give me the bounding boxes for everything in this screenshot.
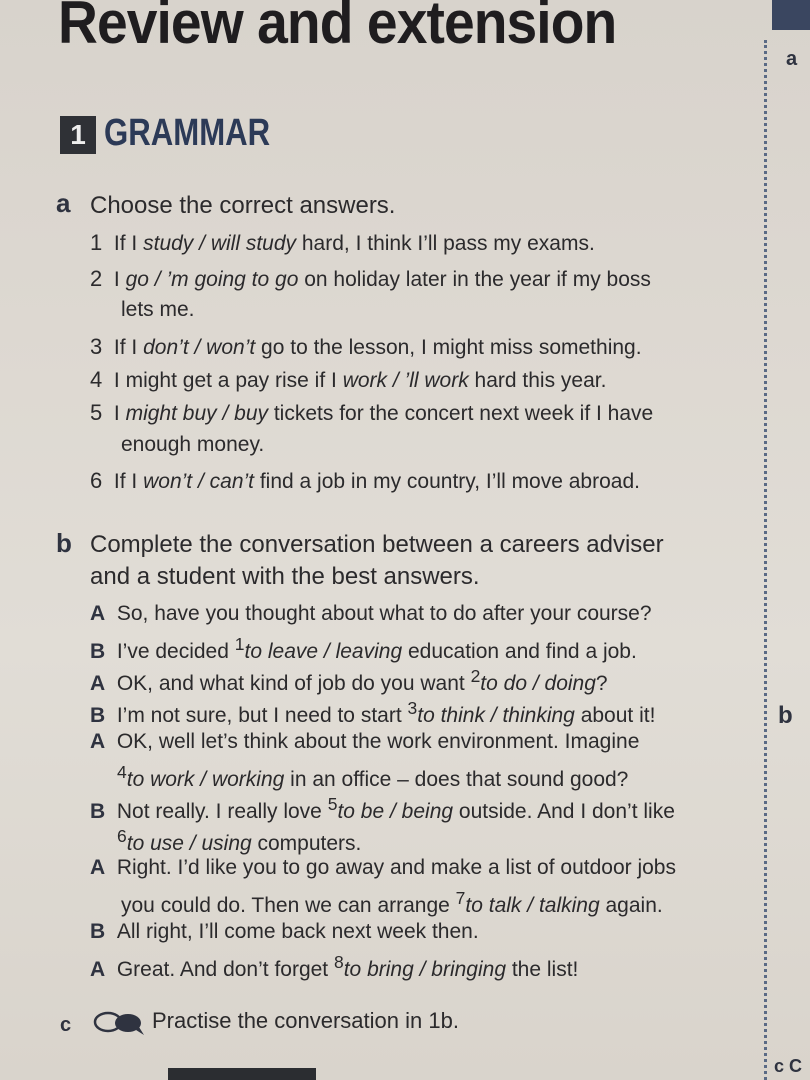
sidebar-panel-top (772, 0, 810, 30)
option: to think (417, 704, 485, 727)
option: being (401, 800, 454, 823)
question-2: 2 I go / ’m going to go on holiday later in the year if my boss (90, 266, 651, 291)
option: can’t (209, 470, 255, 493)
speaker-label: B (90, 640, 106, 663)
question-number: 3 (90, 334, 103, 359)
option: thinking (502, 704, 575, 727)
dialogue-line-8: B All right, I’ll come back next week then. (90, 920, 479, 943)
option: study (143, 232, 194, 255)
page-title: Review and extension (58, 0, 617, 56)
option: won’t (143, 470, 193, 493)
option: will study (210, 232, 297, 255)
gap-number: 2 (470, 666, 481, 686)
dialogue-line-4: B I’m not sure, but I need to start $^3$to think / thinking about it! (90, 698, 656, 727)
speaker-label: B (90, 800, 106, 823)
gap-number: 3 (407, 698, 418, 718)
option: buy (234, 402, 269, 425)
gap-number: 5 (327, 794, 338, 814)
question-number: 2 (90, 266, 103, 291)
question-number: 5 (90, 400, 103, 425)
sidebar-label-a: a (786, 48, 798, 70)
gap-number: 8 (333, 952, 344, 972)
exercise-c-letter: c (60, 1014, 72, 1036)
question-3: 3 If I don’t / won’t go to the lesson, I might miss something. (90, 334, 642, 359)
speaker-label: A (90, 672, 106, 695)
dialogue-line-9: A Great. And don’t forget $^8$to bring / bringing the list! (90, 952, 579, 981)
gap-number: 1 (234, 634, 245, 654)
option: to be (337, 800, 385, 823)
speaker-label: A (90, 958, 106, 981)
option: talking (538, 894, 600, 917)
next-section-heading-fragment (168, 1068, 316, 1080)
dialogue-line-1: A So, have you thought about what to do after your course? (90, 602, 652, 625)
dialogue-line-5-cont: $^4$to work / working in an office – does that sound good? (117, 762, 629, 791)
section-title: GRAMMAR (104, 112, 271, 154)
gap-number: 7 (455, 888, 466, 908)
option: to leave (244, 640, 319, 663)
question-1: 1 If I study / will study hard, I think I’ll pass my exams. (90, 230, 595, 255)
speech-bubbles-icon (92, 1008, 148, 1036)
question-5: 5 I might buy / buy tickets for the concert next week if I have (90, 400, 654, 425)
gap-number: 6 (117, 826, 127, 846)
speaker-label: A (90, 730, 106, 753)
question-5-line2: enough money. (121, 433, 265, 456)
option: won’t (206, 336, 256, 359)
speaker-label: A (90, 856, 106, 879)
exercise-b-instruction-line1: Complete the conversation between a careers adviser (90, 531, 664, 558)
option: ’ll work (404, 369, 469, 392)
sidebar-label-c: c C (774, 1056, 803, 1076)
option: might buy (125, 402, 217, 425)
section-number-badge: 1 (60, 116, 96, 154)
exercise-a-instruction: Choose the correct answers. (90, 192, 396, 219)
sidebar-label-b: b (778, 702, 793, 729)
exercise-b-letter: b (56, 528, 72, 558)
option: to use (126, 832, 184, 855)
dialogue-line-6: B Not really. I really love $^5$to be / being outside. And I don’t like (90, 794, 675, 823)
option: ’m going to go (166, 268, 299, 291)
speaker-label: B (90, 704, 106, 727)
exercise-b-instruction-line2: and a student with the best answers. (90, 563, 480, 590)
exercise-a-letter: a (56, 188, 71, 218)
question-number: 6 (90, 468, 103, 493)
dotted-divider (764, 40, 767, 1080)
option: to talk (465, 894, 522, 917)
dialogue-line-6-cont: $^6$to use / using computers. (117, 826, 362, 855)
dialogue-line-5: A OK, well let’s think about the work environment. Imagine (90, 730, 640, 753)
option: using (201, 832, 252, 855)
option: leaving (335, 640, 403, 663)
question-4: 4 I might get a pay rise if I work / ’ll work hard this year. (90, 367, 607, 392)
speaker-label: B (90, 920, 106, 943)
question-number: 4 (90, 367, 103, 392)
speaker-label: A (90, 602, 106, 625)
option: bringing (431, 958, 507, 981)
option: to do (480, 672, 528, 695)
dialogue-line-7: A Right. I’d like you to go away and make a list of outdoor jobs (90, 856, 676, 879)
option: go (125, 268, 149, 291)
option: don’t (143, 336, 189, 359)
option: working (211, 768, 285, 791)
question-2-line2: lets me. (121, 298, 195, 321)
dialogue-line-2: B I’ve decided $^1$to leave / leaving education and find a job. (90, 634, 637, 663)
exercise-c-instruction: Practise the conversation in 1b. (152, 1008, 459, 1033)
option: to work (126, 768, 195, 791)
gap-number: 4 (117, 762, 127, 782)
dialogue-line-3: A OK, and what kind of job do you want $^2$to do / doing? (90, 666, 608, 695)
question-number: 1 (90, 230, 103, 255)
question-6: 6 If I won’t / can’t find a job in my country, I’ll move abroad. (90, 468, 640, 493)
option: to bring (343, 958, 414, 981)
option: work (342, 369, 388, 392)
option: doing (544, 672, 596, 695)
dialogue-line-7-cont: you could do. Then we can arrange $^7$to talk / talking again. (121, 888, 663, 917)
